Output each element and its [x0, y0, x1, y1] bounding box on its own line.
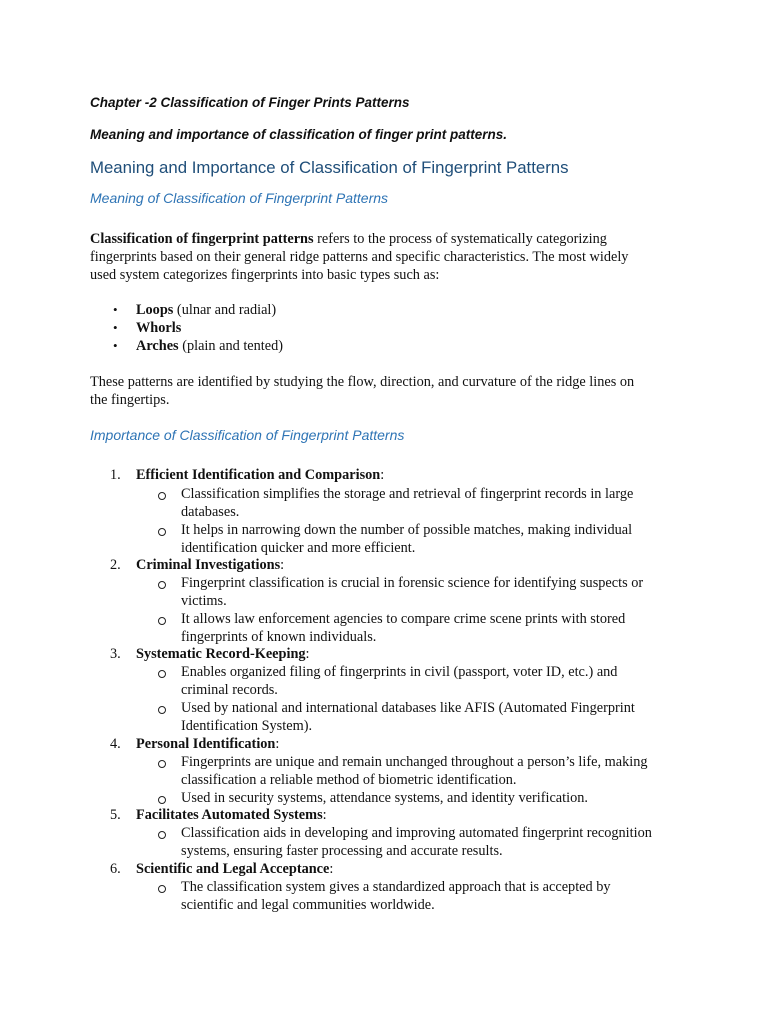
sub-point-line: Used in security systems, attendance systems, and identity verification.: [181, 790, 588, 806]
sub-point-line: It allows law enforcement agencies to compare crime scene prints with stored: [181, 611, 626, 627]
sub-point-line: victims.: [181, 593, 227, 609]
sub-point-line: identification quicker and more efficient.: [181, 540, 416, 556]
sub-point-line: Enables organized filing of fingerprints in civil (passport, voter ID, etc.) and: [181, 664, 618, 680]
bullet-icon: •: [113, 320, 118, 335]
paragraph-line: These patterns are identified by studying the flow, direction, and curvature of the ridge lines on: [90, 374, 635, 390]
chapter-subtitle: Meaning and importance of classification of finger print patterns.: [90, 127, 508, 142]
sub-point-line: Used by national and international databases like AFIS (Automated Fingerprint: [181, 700, 635, 716]
chapter-title: Chapter -2 Classification of Finger Prints Patterns: [90, 95, 410, 110]
paragraph-line: used system categorizes fingerprints into basic types such as:: [90, 267, 440, 283]
sub-point-line: criminal records.: [181, 682, 278, 698]
item-title: [136, 645, 310, 663]
bullet-icon: •: [113, 338, 118, 353]
item-title-text: Personal Identification: [136, 736, 276, 752]
sub-point-line: Fingerprints are unique and remain unchanged throughout a person’s life, making: [181, 754, 648, 770]
sub-point-line: Fingerprint classification is crucial in forensic science for identifying suspects or: [181, 575, 644, 591]
sub-bullet-icon: [158, 831, 166, 839]
sub-bullet-icon: [158, 706, 166, 714]
item-title-colon: :: [380, 467, 385, 483]
item-number: 3.: [110, 646, 121, 662]
meaning-paragraph: [90, 230, 628, 284]
closing-paragraph: [90, 373, 634, 409]
sub-bullet-icon: [158, 796, 166, 804]
sub-bullet-icon: [158, 885, 166, 893]
sub-point-line: Identification System).: [181, 718, 313, 734]
sub-point-line: databases.: [181, 504, 240, 520]
meaning-heading: Meaning of Classification of Fingerprint Patterns: [90, 190, 389, 206]
bullet-icon: •: [113, 302, 118, 317]
sub-point-line: scientific and legal communities worldwide.: [181, 897, 435, 913]
item-title-colon: :: [280, 557, 285, 573]
item-number: 4.: [110, 736, 121, 752]
sub-bullet-icon: [158, 492, 166, 500]
paragraph-line: fingerprints based on their general ridge patterns and specific characteristics. The most widely: [90, 249, 629, 265]
sub-point-line: classification a reliable method of biometric identification.: [181, 772, 517, 788]
section-heading: Meaning and Importance of Classification of Fingerprint Patterns: [90, 158, 569, 177]
sub-bullet-icon: [158, 528, 166, 536]
sub-point-line: It helps in narrowing down the number of possible matches, making individual: [181, 522, 633, 538]
item-title: [136, 556, 284, 574]
item-title: [136, 466, 384, 484]
item-title-text: Efficient Identification and Comparison: [136, 467, 381, 483]
type-detail: (plain and tented): [178, 338, 284, 354]
item-title: [136, 806, 327, 824]
type-name: Loops: [136, 302, 174, 318]
sub-bullet-icon: [158, 670, 166, 678]
item-title-text: Systematic Record-Keeping: [136, 646, 306, 662]
item-title-colon: :: [329, 861, 334, 877]
type-detail: (ulnar and radial): [173, 302, 277, 318]
item-title: [136, 735, 279, 753]
sub-bullet-icon: [158, 760, 166, 768]
type-name: Arches: [136, 338, 179, 354]
item-title-text: Facilitates Automated Systems: [136, 807, 323, 823]
sub-point-line: Classification simplifies the storage and retrieval of fingerprint records in large: [181, 486, 634, 502]
importance-heading: Importance of Classification of Fingerprint Patterns: [90, 427, 405, 443]
sub-bullet-icon: [158, 617, 166, 625]
item-number: 2.: [110, 557, 121, 573]
lead-rest: refers to the process of systematically categorizing: [313, 231, 607, 247]
item-number: 6.: [110, 861, 121, 877]
item-title-colon: :: [322, 807, 327, 823]
sub-point-line: fingerprints of known individuals.: [181, 629, 377, 645]
sub-point-line: systems, ensuring faster processing and accurate results.: [181, 843, 503, 859]
sub-point-line: Classification aids in developing and improving automated fingerprint recognition: [181, 825, 652, 841]
item-title-text: Criminal Investigations: [136, 557, 281, 573]
lead-bold: Classification of fingerprint patterns: [90, 231, 314, 247]
item-number: 5.: [110, 807, 121, 823]
sub-bullet-icon: [158, 581, 166, 589]
paragraph-line: [90, 230, 628, 248]
item-title-colon: :: [275, 736, 280, 752]
type-name: Whorls: [136, 320, 182, 336]
item-title-colon: :: [305, 646, 310, 662]
sub-point-line: The classification system gives a standardized approach that is accepted by: [181, 879, 611, 895]
paragraph-line: the fingertips.: [90, 392, 170, 408]
item-title: [136, 860, 333, 878]
item-number: 1.: [110, 467, 121, 483]
item-title-text: Scientific and Legal Acceptance: [136, 861, 330, 877]
